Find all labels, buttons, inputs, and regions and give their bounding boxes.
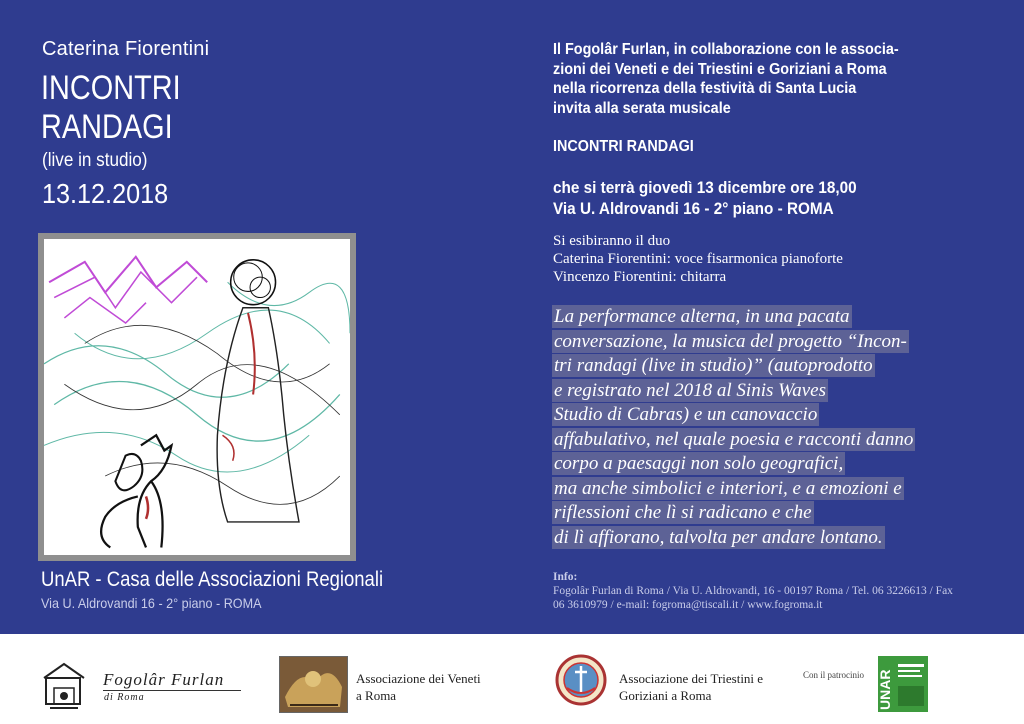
intro-line: invita alla serata musicale (553, 99, 731, 117)
description-line: affabulativo, nel quale poesia e racconti danno (554, 428, 914, 450)
trieste-line: Associazione dei Triestini e (619, 671, 764, 686)
fogolar-logo-text: Fogolâr Furlan (103, 670, 225, 689)
when-line: che si terrà giovedì 13 dicembre ore 18,00 (553, 178, 857, 197)
event-title-right: INCONTRI RANDAGI (553, 138, 694, 155)
trieste-gorizia-logo-icon (555, 654, 607, 706)
description-line: corpo a paesaggi non solo geografici, (554, 453, 844, 474)
artwork-image (38, 233, 356, 561)
drawing-woman-and-dog-icon (44, 239, 350, 555)
performers-block (553, 232, 843, 286)
intro-line: Il Fogolâr Furlan, in collaborazione con le associa- (553, 41, 899, 58)
description-line: conversazione, la musica del progetto “Incon- (554, 330, 907, 352)
info-line: Fogolâr Furlan di Roma / Via U. Aldrovandi, 16 - 00197 Roma / Tel. 06 3226613 / Fax (553, 585, 953, 597)
trieste-association-text (619, 670, 763, 704)
veneti-association-text (356, 670, 481, 704)
veneti-line: a Roma (356, 688, 397, 703)
description-line: di lì affiorano, talvolta per andare lontano. (554, 526, 883, 548)
sponsors-footer (0, 634, 1024, 724)
performers-line: Caterina Fiorentini: voce fisarmonica pianoforte (553, 251, 843, 267)
event-when (553, 177, 857, 219)
event-title-line-1: INCONTRI (41, 69, 181, 107)
description-line: e registrato nel 2018 al Sinis Waves (554, 379, 826, 401)
description-line: La performance alterna, in una pacata (554, 306, 850, 327)
event-subtitle: (live in studio) (42, 150, 148, 171)
description-line: ma anche simbolici e interiori, e a emozioni e (554, 477, 902, 499)
info-block (553, 570, 953, 612)
description-block (552, 305, 915, 550)
venue-address: Via U. Aldrovandi 16 - 2° piano - ROMA (41, 595, 262, 611)
fogolar-logo-subtext: di Roma (104, 692, 145, 703)
venue-name: UnAR - Casa delle Associazioni Regionali (41, 568, 384, 591)
performers-line: Si esibiranno il duo (553, 233, 671, 249)
unar-logo-icon (878, 656, 928, 712)
unar-logo-text: UNAR (878, 669, 893, 710)
description-line: Studio di Cabras) e un canovaccio (554, 404, 818, 425)
info-line: 06 3610979 / e-mail: fogroma@tiscali.it / www.fogroma.it (553, 599, 823, 611)
performers-line: Vincenzo Fiorentini: chitarra (553, 269, 727, 285)
event-date: 13.12.2018 (42, 178, 169, 209)
intro-line: nella ricorrenza della festività di Santa Lucia (553, 80, 857, 97)
fogolar-furlan-logo-icon (40, 658, 88, 712)
intro-paragraph (553, 40, 931, 118)
patronage-label: Con il patrocinio (803, 670, 864, 680)
intro-line: zioni dei Veneti e dei Triestini e Goriziani a Roma (553, 60, 887, 78)
author-name: Caterina Fiorentini (42, 38, 210, 60)
fogolar-logo-divider (103, 690, 241, 691)
when-line: Via U. Aldrovandi 16 - 2° piano - ROMA (553, 199, 834, 218)
info-label: Info: (553, 571, 578, 583)
description-line: riflessioni che lì si radicano e che (554, 502, 812, 523)
veneti-lion-logo-icon (279, 656, 348, 713)
trieste-line: Goriziani a Roma (619, 688, 712, 703)
description-line: tri randagi (live in studio)” (autoprodotto (554, 355, 873, 376)
event-title-line-2: RANDAGI (41, 108, 173, 146)
veneti-line: Associazione dei Veneti (356, 671, 481, 686)
